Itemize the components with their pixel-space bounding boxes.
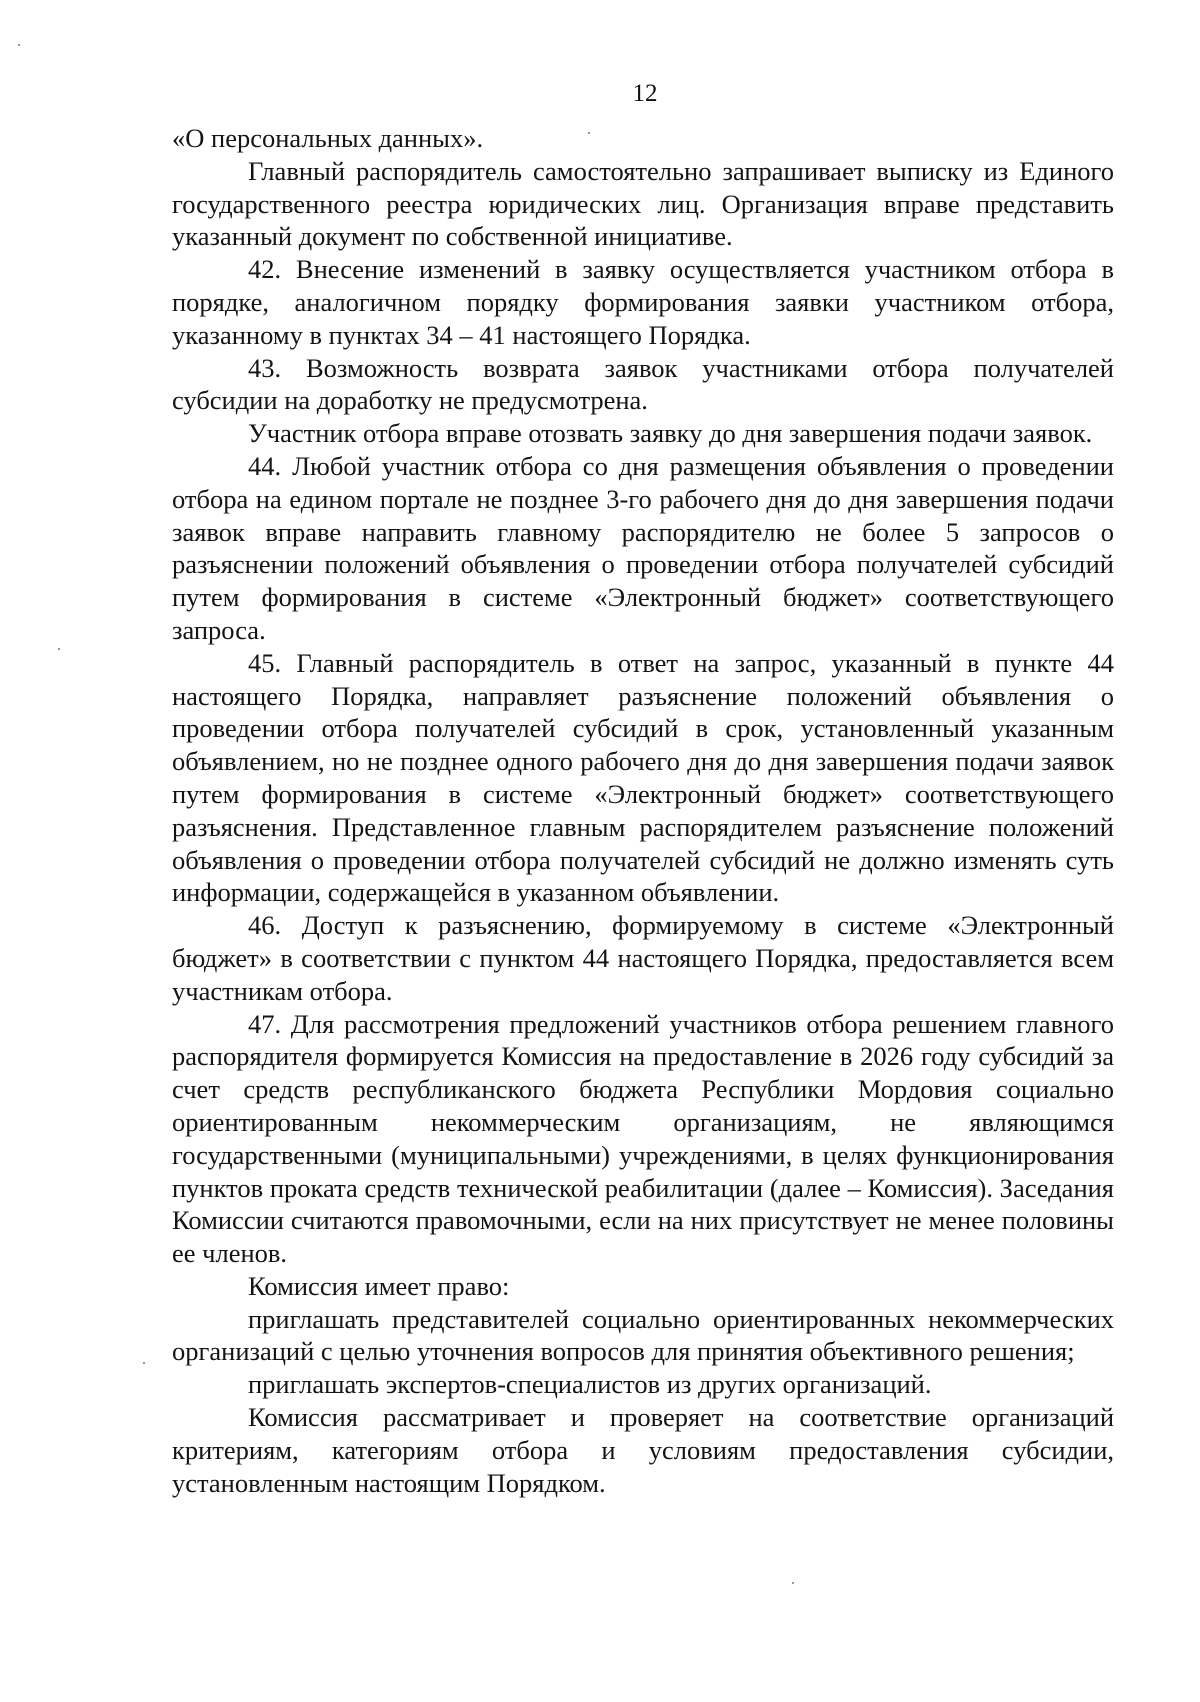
- scan-speck: [792, 1582, 794, 1584]
- paragraph-item-46: 46. Доступ к разъяснению, формируемому в системе «Электронный бюджет» в соответствии с пунктом 44 настоящего Порядка, предоставляется всем участникам отбора.: [172, 910, 1114, 1006]
- scan-speck: [18, 44, 20, 46]
- document-body: [172, 122, 1114, 1499]
- scan-speck: [588, 132, 590, 134]
- paragraph-commission-review: Комиссия рассматривает и проверяет на соответствие организаций критериям, категориям отбора и условиям предоставления субсидии, установленным настоящим Порядком.: [172, 1402, 1114, 1498]
- paragraph-item-44: 44. Любой участник отбора со дня размещения объявления о проведении отбора на едином портале не позднее 3-го рабочего дня до дня завершения подачи заявок вправе направить главному распорядителю не более 5 запросов о разъяснении положений объявления о проведении отбора получателей субсидий путем формирования в системе «Электронный бюджет» соответствующего запроса.: [172, 450, 1114, 645]
- paragraph-registry-extract: Главный распорядитель самостоятельно запрашивает выписку из Единого государственного реестра юридических лиц. Организация вправе представить указанный документ по собственной инициативе.: [172, 155, 1114, 252]
- paragraph-commission-rights: Комиссия имеет право:: [248, 1270, 510, 1301]
- paragraph-item-43: 43. Возможность возврата заявок участниками отбора получателей субсидии на доработку не предусмотрена.: [172, 352, 1114, 416]
- paragraph-invite-representatives: приглашать представителей социально ориентированных некоммерческих организаций с целью уточнения вопросов для принятия объективного решения;: [172, 1303, 1114, 1367]
- scan-speck: [143, 1362, 145, 1364]
- paragraph-item-42: 42. Внесение изменений в заявку осуществляется участником отбора в порядке, аналогичном порядку формирования заявки участником отбора, указанному в пунктах 34 – 41 настоящего Порядка.: [172, 254, 1114, 350]
- scan-speck: [58, 648, 60, 650]
- paragraph-invite-experts: приглашать экспертов-специалистов из других организаций.: [248, 1369, 932, 1400]
- paragraph-withdraw-application: Участник отбора вправе отозвать заявку до дня завершения подачи заявок.: [248, 418, 1093, 449]
- paragraph-continuation: «О персональных данных».: [172, 123, 484, 153]
- paragraph-item-45: 45. Главный распорядитель в ответ на запрос, указанный в пункте 44 настоящего Порядка, направляет разъяснение положений объявления о проведении отбора получателей субсидий в срок, установленный указанным объявлением, но не позднее одного рабочего дня до дня завершения подачи заявок путем формирования в системе «Электронный бюджет» соответствующего разъяснения. Представленное главным распорядителем разъяснение положений объявления о проведении отбора получателей субсидий не должно изменять суть информации, содержащейся в указанном объявлении.: [172, 647, 1114, 908]
- paragraph-item-47: 47. Для рассмотрения предложений участников отбора решением главного распорядителя формируется Комиссия на предоставление в 2026 году субсидий за счет средств республиканского бюджета Республики Мордовия социально ориентированным некоммерческим организациям, не являющимся государственными (муниципальными) учреждениями, в целях функционирования пунктов проката средств технической реабилитации (далее – Комиссия). Заседания Комиссии считаются правомочными, если на них присутствует не менее половины ее членов.: [172, 1008, 1114, 1269]
- page-number: 12: [632, 80, 658, 107]
